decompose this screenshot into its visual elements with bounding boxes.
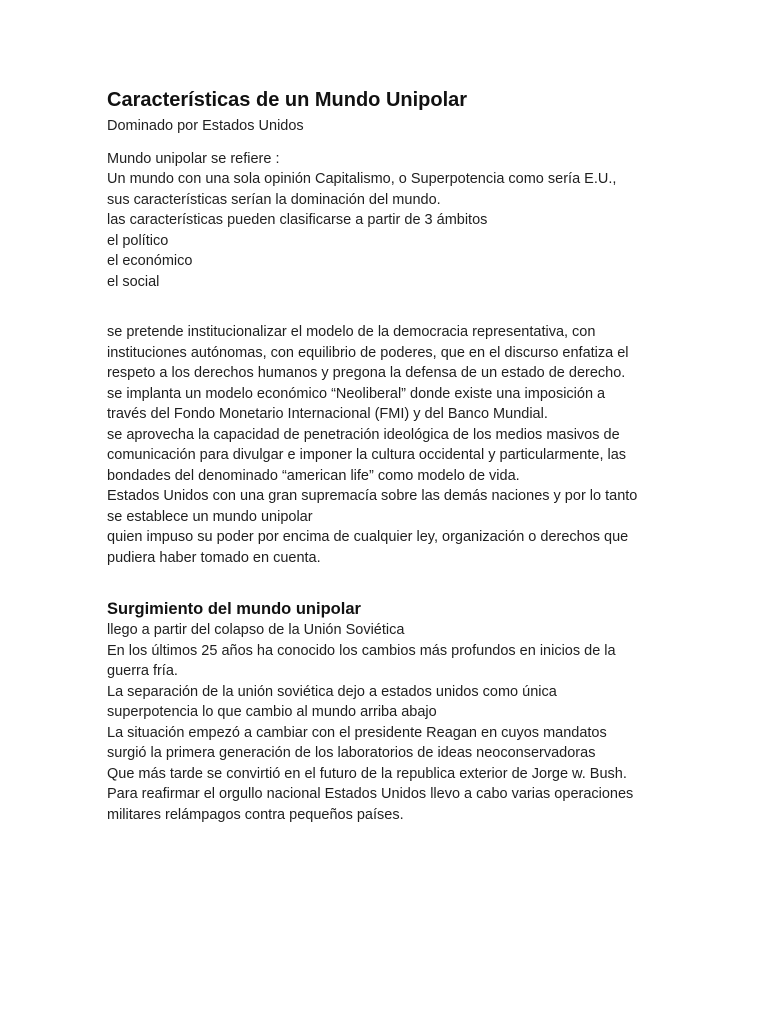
text-line: instituciones autónomas, con equilibrio de poderes, que en el discurso enfatiza el [107,344,629,361]
paragraph-surgimiento [107,620,667,825]
text-line: respeto a los derechos humanos y pregona la defensa de un estado de derecho. [107,365,626,381]
text-line: superpotencia lo que cambio al mundo arriba abajo [107,704,437,720]
text-line: el político [107,232,169,249]
text-line: se implanta un modelo económico “Neoliberal” donde existe una imposición a [107,385,606,402]
text-line: militares relámpagos contra pequeños países. [107,806,404,823]
text-line: guerra fría. [107,663,178,679]
text-line: pudiera haber tomado en cuenta. [107,549,321,566]
paragraph-characteristics [107,169,667,292]
text-line: La separación de la unión soviética dejo a estados unidos como única [107,683,557,700]
text-line: Estados Unidos con una gran supremacía sobre las demás naciones y por lo tanto [107,488,638,504]
text-line: el económico [107,253,193,269]
text-line: Que más tarde se convirtió en el futuro de la republica exterior de Jorge w. Bush. [107,765,627,782]
document-page [107,87,667,825]
text-line: surgió la primera generación de los laboratorios de ideas neoconservadoras [107,745,596,761]
text-line: se establece un mundo unipolar [107,508,313,525]
paragraph-ambitos [107,322,667,568]
document-title: Características de un Mundo Unipolar [107,89,468,111]
section-heading-surgimiento: Surgimiento del mundo unipolar [107,600,361,618]
text-line: Para reafirmar el orgullo nacional Estados Unidos llevo a cabo varias operaciones [107,786,634,802]
text-line: se pretende institucionalizar el modelo de la democracia representativa, con [107,324,596,340]
text-line: el social [107,273,160,290]
text-line: sus características serían la dominación del mundo. [107,191,441,208]
text-line: En los últimos 25 años ha conocido los cambios más profundos en inicios de la [107,642,616,659]
text-line: las características pueden clasificarse a partir de 3 ámbitos [107,212,488,228]
text-line: Un mundo con una sola opinión Capitalismo, o Superpotencia como sería E.U., [107,171,617,187]
text-line: través del Fondo Monetario Internacional (FMI) y del Banco Mundial. [107,406,548,422]
text-line: bondades del denominado “american life” como modelo de vida. [107,467,520,484]
intro-line: Mundo unipolar se refiere : [107,151,280,167]
text-line: La situación empezó a cambiar con el presidente Reagan en cuyos mandatos [107,724,607,741]
document-subtitle: Dominado por Estados Unidos [107,118,304,134]
text-line: comunicación para divulgar e imponer la cultura occidental y particularmente, las [107,447,627,463]
text-line: quien impuso su poder por encima de cualquier ley, organización o derechos que [107,529,629,545]
text-line: llego a partir del colapso de la Unión Soviética [107,622,405,638]
text-line: se aprovecha la capacidad de penetración ideológica de los medios masivos de [107,426,620,443]
